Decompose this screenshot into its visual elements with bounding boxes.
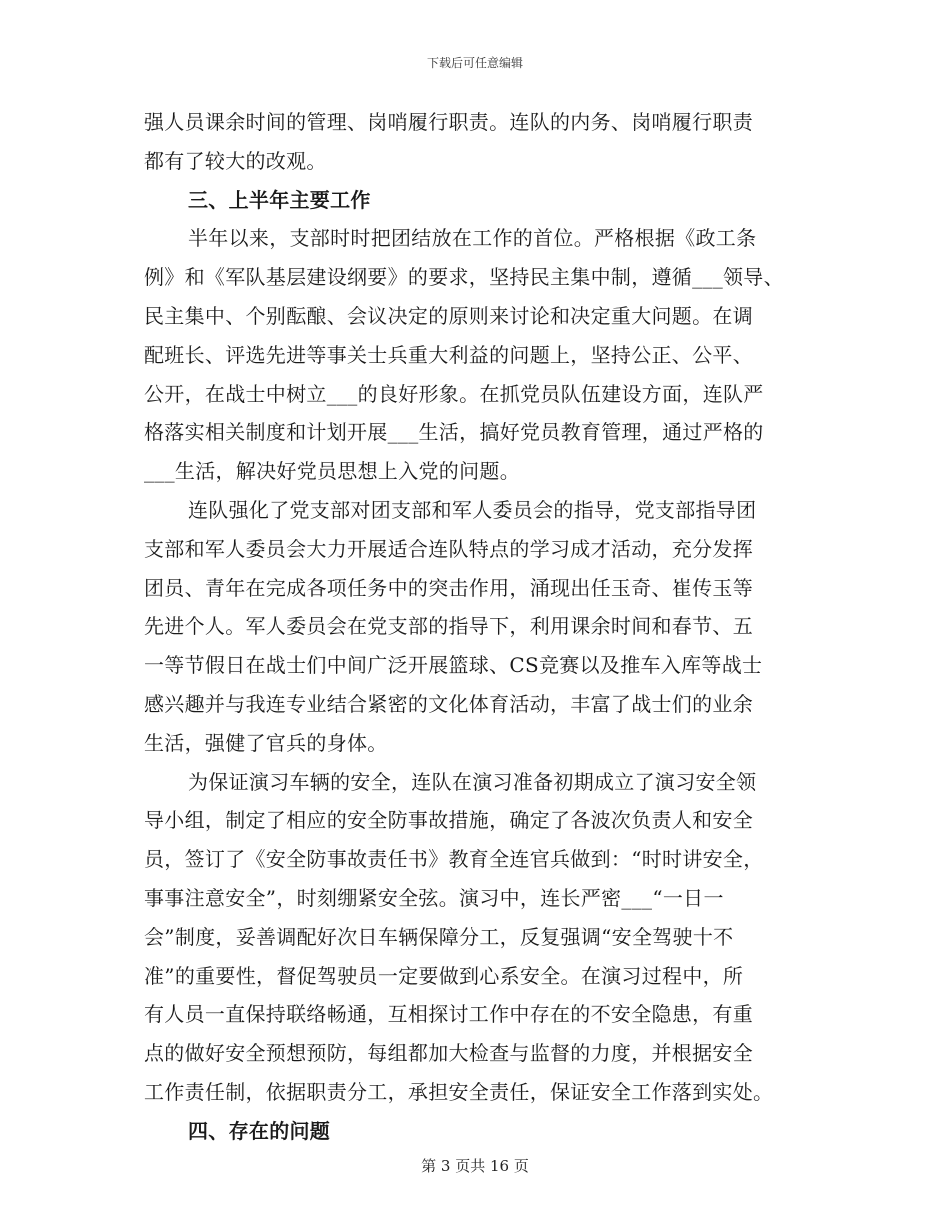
text-line: 强人员课余时间的管理、岗哨履行职责。连队的内务、岗哨履行职责 (144, 110, 753, 134)
text-line: 一等节假日在战士们中间广泛开展篮球、CS竞赛以及推车入库等战士 (144, 653, 763, 678)
text-line: 生活，强健了官兵的身体。 (144, 730, 388, 755)
text-line: 例》和《军队基层建设纲要》的要求，坚持民主集中制，遵循___领导、 (144, 265, 784, 290)
text-line: ___生活，解决好党员思想上入党的问题。 (144, 459, 520, 484)
text-line: 点的做好安全预想预防，每组都加大检查与监督的力度，并根据安全 (144, 1041, 753, 1066)
text-line: 先进个人。军人委员会在党支部的指导下，利用课余时间和春节、五 (144, 614, 753, 639)
section-heading: 三、上半年主要工作 (188, 187, 371, 212)
text-line: 都有了较大的改观。 (144, 148, 327, 173)
page-header: 下载后可任意编辑 (426, 56, 523, 70)
text-line: 工作责任制，依据职责分工，承担安全责任，保证安全工作落到实处。 (144, 1079, 774, 1104)
text-line: 支部和军人委员会大力开展适合连队特点的学习成才活动，充分发挥 (144, 536, 753, 561)
page-footer: 第 3 页共 16 页 (421, 1157, 529, 1175)
text-line: 为保证演习车辆的安全，连队在演习准备初期成立了演习安全领 (188, 769, 757, 794)
text-line: 有人员一直保持联络畅通，互相探讨工作中存在的不安全隐患，有重 (144, 1002, 753, 1027)
text-line: 半年以来，支部时时把团结放在工作的首位。严格根据《政工条 (188, 226, 757, 251)
document-body (144, 103, 824, 1151)
text-line: 感兴趣并与我连专业结合紧密的文化体育活动，丰富了战士们的业余 (144, 691, 753, 716)
section-heading: 四、存在的问题 (188, 1118, 331, 1143)
text-line: 员，签订了《安全防事故责任书》教育全连官兵做到：“时时讲安全， (144, 847, 764, 872)
text-line: 团员、青年在完成各项任务中的突击作用，涌现出任玉奇、崔传玉等 (144, 575, 753, 600)
text-line: 连队强化了党支部对团支部和军人委员会的指导，党支部指导团 (188, 497, 757, 522)
text-line: 会”制度，妥善调配好次日车辆保障分工，反复强调“安全驾驶十不 (144, 924, 734, 949)
text-line: 格落实相关制度和计划开展___生活，搞好党员教育管理，通过严格的 (144, 420, 764, 445)
text-line: 事事注意安全”，时刻绷紧安全弦。演习中，连长严密___“一日一 (144, 885, 724, 910)
text-line: 公开，在战士中树立___的良好形象。在抓党员队伍建设方面，连队严 (144, 381, 764, 406)
text-line: 准”的重要性，督促驾驶员一定要做到心系安全。在演习过程中，所 (144, 963, 744, 988)
text-line: 民主集中、个别酝酿、会议决定的原则来讨论和决定重大问题。在调 (144, 303, 753, 328)
text-line: 配班长、评选先进等事关士兵重大利益的问题上，坚持公正、公平、 (144, 342, 753, 367)
text-line: 导小组，制定了相应的安全防事故措施，确定了各波次负责人和安全 (144, 808, 753, 833)
